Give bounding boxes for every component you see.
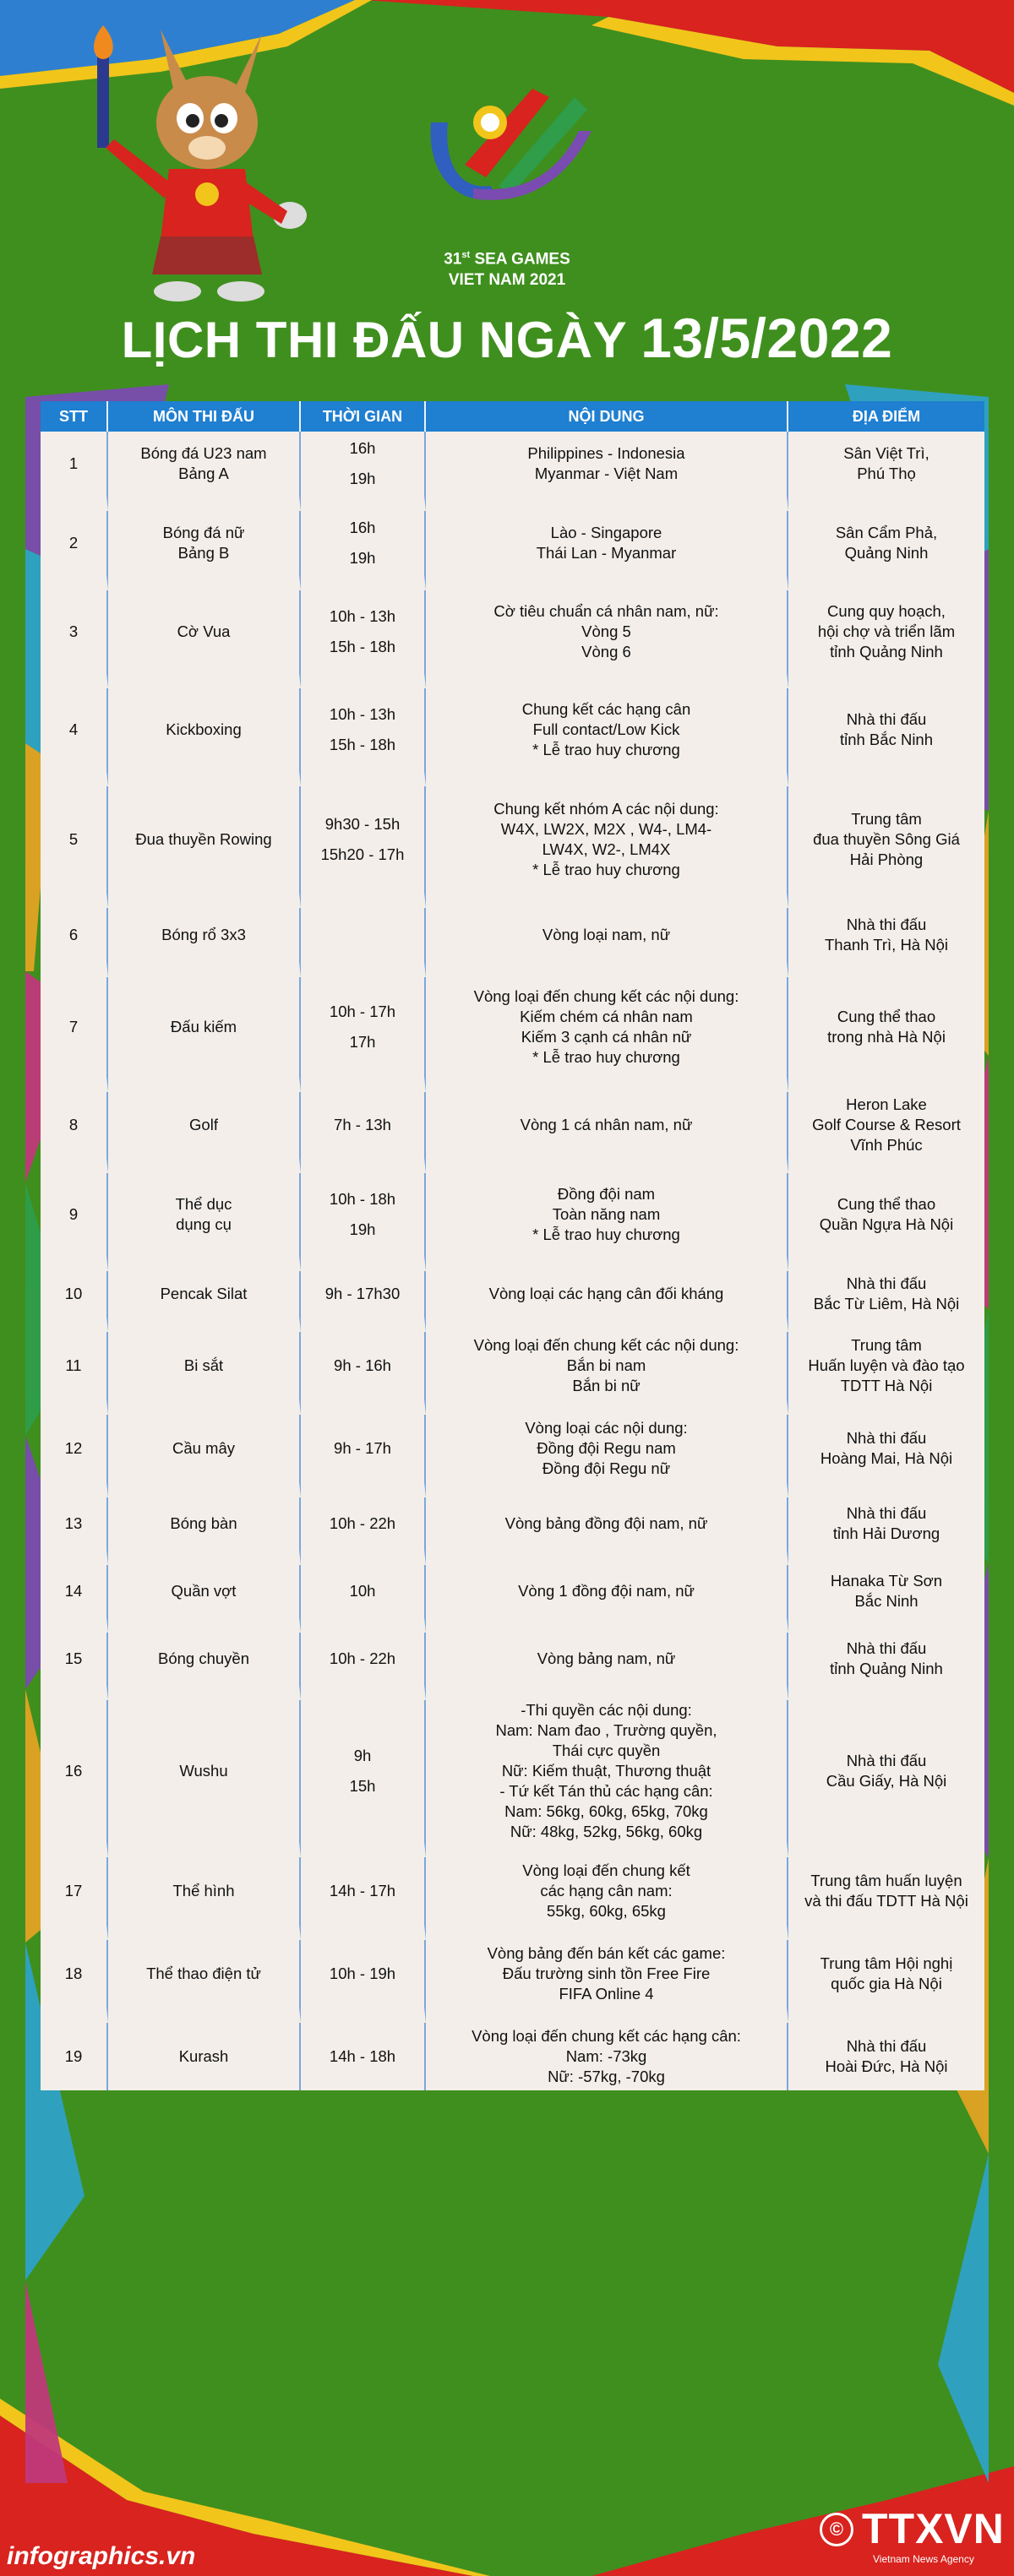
table-row — [41, 1415, 984, 1497]
copyright-icon: © — [820, 2513, 853, 2546]
table-row — [41, 1173, 984, 1271]
cell-diadiem — [788, 1332, 984, 1415]
cell-time — [301, 1271, 426, 1332]
cell-diadiem-line: Huấn luyện và đào tạo — [808, 1356, 965, 1374]
cell-time — [301, 1633, 426, 1700]
cell-noidung-line: * Lễ trao huy chương — [532, 861, 680, 878]
cell-noidung — [426, 1271, 788, 1332]
cell-stt: 9 — [41, 1173, 108, 1271]
cell-noidung — [426, 1857, 788, 1940]
cell-noidung-line: * Lễ trao huy chương — [532, 1226, 680, 1243]
cell-mon — [108, 2023, 301, 2090]
cell-time-line: 10h - 19h — [329, 1965, 396, 1982]
cell-time-line: 10h - 22h — [329, 1514, 396, 1532]
table-row — [41, 432, 984, 511]
cell-diadiem-line: Nhà thi đấu — [846, 710, 927, 728]
cell-time-line: 15h - 18h — [329, 638, 396, 655]
cell-noidung-line: Bắn bi nữ — [572, 1377, 641, 1394]
cell-stt: 3 — [41, 590, 108, 688]
cell-diadiem-line: và thi đấu TDTT Hà Nội — [804, 1892, 968, 1910]
cell-noidung-line: các hạng cân nam: — [540, 1882, 673, 1899]
cell-diadiem-line: Cung quy hoạch, — [827, 602, 946, 620]
cell-stt: 16 — [41, 1700, 108, 1857]
cell-diadiem — [788, 1857, 984, 1940]
cell-noidung-line: Thái Lan - Myanmar — [536, 544, 677, 562]
cell-noidung-line: Vòng loại các nội dung: — [525, 1419, 688, 1437]
cell-diadiem-line: đua thuyền Sông Giá — [813, 830, 960, 848]
cell-noidung-line: Myanmar - Việt Nam — [534, 465, 679, 482]
cell-mon — [108, 908, 301, 977]
cell-mon-line: Cờ Vua — [177, 622, 231, 640]
cell-stt: 17 — [41, 1857, 108, 1940]
cell-mon-line: dụng cụ — [176, 1215, 232, 1233]
sea-games-logo — [406, 72, 608, 215]
cell-noidung-line: * Lễ trao huy chương — [532, 1048, 680, 1066]
cell-diadiem — [788, 2023, 984, 2090]
cell-mon — [108, 511, 301, 590]
table-row — [41, 1940, 984, 2023]
cell-diadiem — [788, 1092, 984, 1173]
cell-time-line: 14h - 17h — [329, 1882, 396, 1899]
cell-time-line: 17h — [349, 1033, 376, 1051]
cell-noidung-line: Nữ: Kiếm thuật, Thương thuật — [501, 1762, 711, 1780]
cell-diadiem — [788, 1415, 984, 1497]
cell-stt: 18 — [41, 1940, 108, 2023]
cell-diadiem-line: tỉnh Quảng Ninh — [830, 643, 943, 660]
cell-diadiem — [788, 511, 984, 590]
cell-stt: 13 — [41, 1497, 108, 1565]
cell-noidung-line: Đồng đội Regu nam — [537, 1439, 676, 1457]
table-row — [41, 1332, 984, 1415]
cell-mon — [108, 590, 301, 688]
cell-noidung-line: Nữ: -57kg, -70kg — [548, 2068, 665, 2085]
cell-diadiem-line: Heron Lake — [846, 1095, 927, 1113]
event-name — [439, 245, 575, 291]
cell-diadiem — [788, 1940, 984, 2023]
cell-time-line: 9h - 17h30 — [324, 1285, 401, 1302]
table-row — [41, 786, 984, 908]
cell-noidung-line: Chung kết các hạng cân — [521, 700, 691, 718]
cell-time-line: 10h — [349, 1582, 376, 1600]
cell-noidung-line: Đồng đội Regu nữ — [542, 1459, 671, 1477]
cell-noidung-line: Thái cực quyền — [552, 1742, 661, 1759]
cell-diadiem-line: Nhà thi đấu — [846, 1639, 927, 1657]
schedule-table-container — [41, 401, 984, 2090]
cell-noidung-line: * Lễ trao huy chương — [532, 741, 680, 758]
cell-mon-line: Cầu mây — [172, 1439, 236, 1457]
cell-mon — [108, 1700, 301, 1857]
column-header: STT — [41, 401, 108, 432]
cell-noidung — [426, 1633, 788, 1700]
cell-diadiem-line: Vĩnh Phúc — [850, 1136, 923, 1154]
cell-diadiem-line: Nhà thi đấu — [846, 2037, 927, 2055]
cell-diadiem-line: Golf Course & Resort — [812, 1116, 961, 1133]
brand-subtitle: Vietnam News Agency — [873, 2553, 974, 2565]
table-row — [41, 1497, 984, 1565]
table-row — [41, 590, 984, 688]
cell-noidung-line: Vòng loại đến chung kết các nội dung: — [473, 987, 739, 1005]
cell-diadiem-line: Cung thể thao — [837, 1195, 936, 1213]
cell-diadiem — [788, 590, 984, 688]
cell-noidung-line: Vòng loại nam, nữ — [542, 926, 671, 943]
table-row — [41, 688, 984, 786]
cell-time — [301, 1332, 426, 1415]
column-header: NỘI DUNG — [426, 401, 788, 432]
cell-mon-line: Kurash — [178, 2047, 229, 2065]
torch-handle — [97, 55, 109, 148]
cell-diadiem — [788, 688, 984, 786]
cell-mon — [108, 977, 301, 1092]
cell-time — [301, 1173, 426, 1271]
cell-noidung-line: Đấu trường sinh tồn Free Fire — [502, 1965, 711, 1982]
cell-mon-line: Bi sắt — [183, 1356, 224, 1374]
cell-time — [301, 977, 426, 1092]
cell-diadiem-line: quốc gia Hà Nội — [831, 1975, 942, 1992]
cell-diadiem-line: Hải Phòng — [849, 851, 924, 868]
cell-mon-line: Quần vợt — [171, 1582, 237, 1600]
cell-noidung-line: Cờ tiêu chuẩn cá nhân nam, nữ: — [493, 602, 719, 620]
cell-time-line: 16h — [349, 439, 376, 457]
cell-time — [301, 432, 426, 511]
cell-stt: 15 — [41, 1633, 108, 1700]
cell-diadiem — [788, 1565, 984, 1633]
cell-diadiem — [788, 432, 984, 511]
cell-noidung-line: Nam: Nam đao , Trường quyền, — [495, 1721, 717, 1739]
cell-diadiem — [788, 786, 984, 908]
cell-diadiem-line: Hoàng Mai, Hà Nội — [820, 1449, 953, 1467]
cell-stt: 8 — [41, 1092, 108, 1173]
cell-diadiem-line: Nhà thi đấu — [846, 1274, 927, 1292]
cell-noidung — [426, 786, 788, 908]
cell-time-line: 15h - 18h — [329, 736, 396, 753]
column-header: MÔN THI ĐẤU — [108, 401, 301, 432]
cell-noidung — [426, 1173, 788, 1271]
cell-time — [301, 1092, 426, 1173]
cell-time-line: 10h - 13h — [329, 705, 396, 723]
cell-stt: 19 — [41, 2023, 108, 2090]
cell-noidung-line: FIFA Online 4 — [559, 1985, 654, 2003]
cell-diadiem-line: Quần Ngựa Hà Nội — [819, 1215, 954, 1233]
cell-noidung-line: Đồng đội nam — [557, 1185, 656, 1203]
cell-diadiem-line: Trung tâm huấn luyện — [810, 1872, 962, 1889]
table-body — [41, 432, 984, 2090]
cell-noidung-line: Toàn năng nam — [552, 1205, 661, 1223]
cell-diadiem-line: Trung tâm Hội nghị — [820, 1954, 953, 1972]
cell-diadiem-line: trong nhà Hà Nội — [827, 1028, 946, 1046]
cell-time-line: 10h - 13h — [329, 607, 396, 625]
cell-noidung-line: Vòng loại đến chung kết các nội dung: — [473, 1336, 739, 1354]
cell-noidung-line: Nam: -73kg — [565, 2047, 647, 2065]
cell-mon-line: Thể thao điện tử — [146, 1965, 261, 1982]
cell-noidung-line: Full contact/Low Kick — [532, 720, 680, 738]
event-title: SEA GAMES — [474, 250, 570, 269]
cell-diadiem-line: Nhà thi đấu — [846, 1504, 927, 1522]
cell-diadiem — [788, 1497, 984, 1565]
cell-mon-line: Thể dục — [175, 1195, 232, 1213]
cell-mon-line: Bảng B — [177, 544, 230, 562]
cell-noidung-line: Vòng 6 — [581, 643, 631, 660]
cell-stt: 7 — [41, 977, 108, 1092]
cell-mon-line: Bóng rổ 3x3 — [161, 926, 246, 943]
cell-noidung-line: Kiếm 3 cạnh cá nhân nữ — [521, 1028, 692, 1046]
cell-time-line: 9h - 17h — [334, 1439, 391, 1457]
cell-noidung-line: Nam: 56kg, 60kg, 65kg, 70kg — [504, 1802, 708, 1820]
cell-noidung-line: Vòng loại đến chung kết các hạng cân: — [472, 2027, 741, 2045]
cell-stt: 14 — [41, 1565, 108, 1633]
cell-mon-line: Bóng chuyền — [157, 1649, 249, 1667]
cell-diadiem — [788, 1633, 984, 1700]
cell-noidung-line: Kiếm chém cá nhân nam — [520, 1008, 693, 1025]
cell-mon-line: Bóng bàn — [170, 1514, 237, 1532]
site-name: infographics.vn — [7, 2542, 196, 2570]
cell-diadiem-line: Quảng Ninh — [844, 544, 929, 562]
cell-time — [301, 1857, 426, 1940]
cell-diadiem-line: Nhà thi đấu — [846, 916, 927, 933]
cell-noidung-line: Vòng loại các hạng cân đối kháng — [488, 1285, 724, 1302]
cell-mon — [108, 1271, 301, 1332]
cell-time-line: 9h30 - 15h — [324, 815, 401, 833]
cell-time-line: 7h - 13h — [334, 1116, 391, 1133]
cell-noidung — [426, 1940, 788, 2023]
cell-noidung-line: Vòng 1 đồng đội nam, nữ — [518, 1582, 695, 1600]
cell-noidung-line: - Tứ kết Tán thủ các hạng cân: — [499, 1782, 713, 1800]
table-header-row — [41, 401, 984, 432]
cell-mon-line: Đấu kiếm — [170, 1018, 237, 1035]
table-row — [41, 511, 984, 590]
cell-mon — [108, 1940, 301, 2023]
cell-noidung-line: Lào - Singapore — [550, 524, 662, 541]
cell-noidung-line: Vòng bảng nam, nữ — [537, 1649, 676, 1667]
cell-noidung — [426, 977, 788, 1092]
cell-noidung — [426, 2023, 788, 2090]
cell-diadiem-line: Hanaka Từ Sơn — [830, 1572, 943, 1590]
page-title — [0, 306, 1014, 370]
cell-mon — [108, 432, 301, 511]
table-row — [41, 1857, 984, 1940]
cell-time-line: 10h - 18h — [329, 1190, 396, 1208]
cell-diadiem-line: Thanh Trì, Hà Nội — [824, 936, 948, 954]
cell-noidung-line: Vòng 5 — [581, 622, 631, 640]
cell-diadiem-line: hội chợ và triển lãm — [817, 622, 956, 640]
cell-mon-line: Đua thuyền Rowing — [135, 830, 272, 848]
cell-time-line: 19h — [349, 1220, 376, 1238]
cell-stt: 6 — [41, 908, 108, 977]
cell-diadiem-line: Phú Thọ — [857, 465, 916, 482]
mascot-medal — [195, 182, 219, 206]
event-sup: st — [461, 250, 471, 260]
cell-noidung — [426, 1700, 788, 1857]
table-row — [41, 908, 984, 977]
cell-mon-line: Wushu — [179, 1762, 228, 1780]
cell-diadiem — [788, 908, 984, 977]
cell-time-line: 16h — [349, 519, 376, 536]
cell-diadiem-line: Sân Việt Trì, — [843, 444, 930, 462]
column-header: THỜI GIAN — [301, 401, 426, 432]
cell-diadiem-line: Hoài Đức, Hà Nội — [825, 2057, 948, 2075]
cell-diadiem-line: TDTT Hà Nội — [840, 1377, 933, 1394]
cell-diadiem-line: Trung tâm — [851, 1336, 922, 1354]
cell-time — [301, 511, 426, 590]
cell-noidung-line: Vòng loại đến chung kết — [522, 1861, 690, 1879]
cell-noidung-line: Nữ: 48kg, 52kg, 56kg, 60kg — [510, 1823, 703, 1840]
cell-noidung-line: W4X, LW2X, M2X , W4-, LM4- — [500, 820, 712, 838]
cell-stt: 10 — [41, 1271, 108, 1332]
cell-time-line: 9h - 16h — [334, 1356, 391, 1374]
cell-diadiem-line: Bắc Từ Liêm, Hà Nội — [813, 1295, 960, 1312]
title-text: LỊCH THI ĐẤU NGÀY — [121, 312, 627, 368]
cell-stt: 12 — [41, 1415, 108, 1497]
cell-time — [301, 590, 426, 688]
cell-noidung — [426, 511, 788, 590]
cell-time — [301, 1497, 426, 1565]
cell-mon — [108, 1497, 301, 1565]
table-row — [41, 1271, 984, 1332]
cell-mon-line: Thể hình — [172, 1882, 235, 1899]
cell-mon-line: Bóng đá nữ — [162, 524, 245, 541]
table-row — [41, 2023, 984, 2090]
table-row — [41, 1565, 984, 1633]
cell-stt: 11 — [41, 1332, 108, 1415]
cell-time — [301, 1700, 426, 1857]
cell-time — [301, 688, 426, 786]
cell-time-line: 10h - 17h — [329, 1003, 396, 1020]
cell-mon — [108, 1332, 301, 1415]
cell-time — [301, 786, 426, 908]
cell-mon — [108, 786, 301, 908]
cell-noidung — [426, 688, 788, 786]
cell-time — [301, 1940, 426, 2023]
cell-time — [301, 1415, 426, 1497]
cell-noidung-line: Vòng 1 cá nhân nam, nữ — [520, 1116, 693, 1133]
cell-noidung — [426, 1415, 788, 1497]
cell-time-line: 19h — [349, 470, 376, 487]
cell-noidung-line: Philippines - Indonesia — [527, 444, 685, 462]
cell-mon — [108, 1415, 301, 1497]
cell-time-line: 19h — [349, 549, 376, 567]
table-row — [41, 1633, 984, 1700]
column-header: ĐỊA ĐIỂM — [788, 401, 984, 432]
cell-diadiem-line: Cầu Giấy, Hà Nội — [826, 1772, 947, 1790]
cell-time-line: 15h20 - 17h — [320, 845, 405, 863]
cell-mon — [108, 1857, 301, 1940]
cell-noidung — [426, 1332, 788, 1415]
cell-noidung-line: Vòng bảng đồng đội nam, nữ — [504, 1514, 708, 1532]
cell-mon — [108, 688, 301, 786]
cell-mon — [108, 1092, 301, 1173]
cell-diadiem-line: tỉnh Bắc Ninh — [839, 731, 934, 748]
cell-mon — [108, 1565, 301, 1633]
cell-time-line: 10h - 22h — [329, 1649, 396, 1667]
cell-stt: 5 — [41, 786, 108, 908]
table-row — [41, 977, 984, 1092]
table-row — [41, 1092, 984, 1173]
cell-diadiem-line: Nhà thi đấu — [846, 1752, 927, 1769]
cell-diadiem — [788, 977, 984, 1092]
cell-stt: 1 — [41, 432, 108, 511]
schedule-table — [41, 401, 984, 2090]
cell-noidung — [426, 908, 788, 977]
cell-mon — [108, 1633, 301, 1700]
torch-flame — [94, 25, 113, 59]
cell-diadiem-line: tỉnh Hải Dương — [832, 1524, 940, 1542]
event-host: VIET NAM 2021 — [448, 271, 566, 290]
cell-noidung-line: -Thi quyền các nội dung: — [521, 1701, 692, 1719]
cell-mon-line: Pencak Silat — [160, 1285, 248, 1302]
cell-time — [301, 908, 426, 977]
cell-diadiem-line: Bắc Ninh — [854, 1592, 919, 1610]
cell-mon-line: Bóng đá U23 nam — [140, 444, 267, 462]
cell-noidung-line: 55kg, 60kg, 65kg — [547, 1902, 666, 1920]
title-date: 13/5/2022 — [641, 307, 893, 369]
cell-mon-line: Golf — [189, 1116, 218, 1133]
brand-logo: TTXVN — [862, 2505, 1005, 2552]
cell-time-line: 9h — [353, 1747, 372, 1764]
event-number: 31 — [444, 250, 462, 269]
cell-mon-line: Kickboxing — [166, 720, 242, 738]
cell-noidung-line: Vòng bảng đến bán kết các game: — [487, 1944, 726, 1962]
cell-stt: 2 — [41, 511, 108, 590]
cell-noidung — [426, 1565, 788, 1633]
table-row — [41, 1700, 984, 1857]
cell-time — [301, 1565, 426, 1633]
cell-noidung — [426, 432, 788, 511]
cell-noidung-line: LW4X, W2-, LM4X — [542, 840, 671, 858]
cell-diadiem-line: Sân Cẩm Phả, — [835, 524, 938, 541]
cell-noidung — [426, 1497, 788, 1565]
cell-stt: 4 — [41, 688, 108, 786]
cell-diadiem-line: Nhà thi đấu — [846, 1429, 927, 1447]
cell-diadiem — [788, 1700, 984, 1857]
cell-diadiem — [788, 1173, 984, 1271]
cell-time-line: 15h — [349, 1777, 376, 1795]
cell-diadiem-line: tỉnh Quảng Ninh — [830, 1660, 943, 1677]
cell-diadiem-line: Trung tâm — [851, 810, 922, 828]
cell-diadiem — [788, 1271, 984, 1332]
cell-time — [301, 2023, 426, 2090]
cell-noidung-line: Chung kết nhóm A các nội dung: — [493, 800, 719, 818]
cell-time-line: 14h - 18h — [329, 2047, 396, 2065]
cell-diadiem-line: Cung thể thao — [837, 1008, 936, 1025]
cell-mon — [108, 1173, 301, 1271]
cell-noidung — [426, 590, 788, 688]
cell-mon-line: Bảng A — [178, 465, 229, 482]
mascot-illustration — [80, 21, 317, 308]
cell-noidung-line: Bắn bi nam — [566, 1356, 646, 1374]
cell-noidung — [426, 1092, 788, 1173]
